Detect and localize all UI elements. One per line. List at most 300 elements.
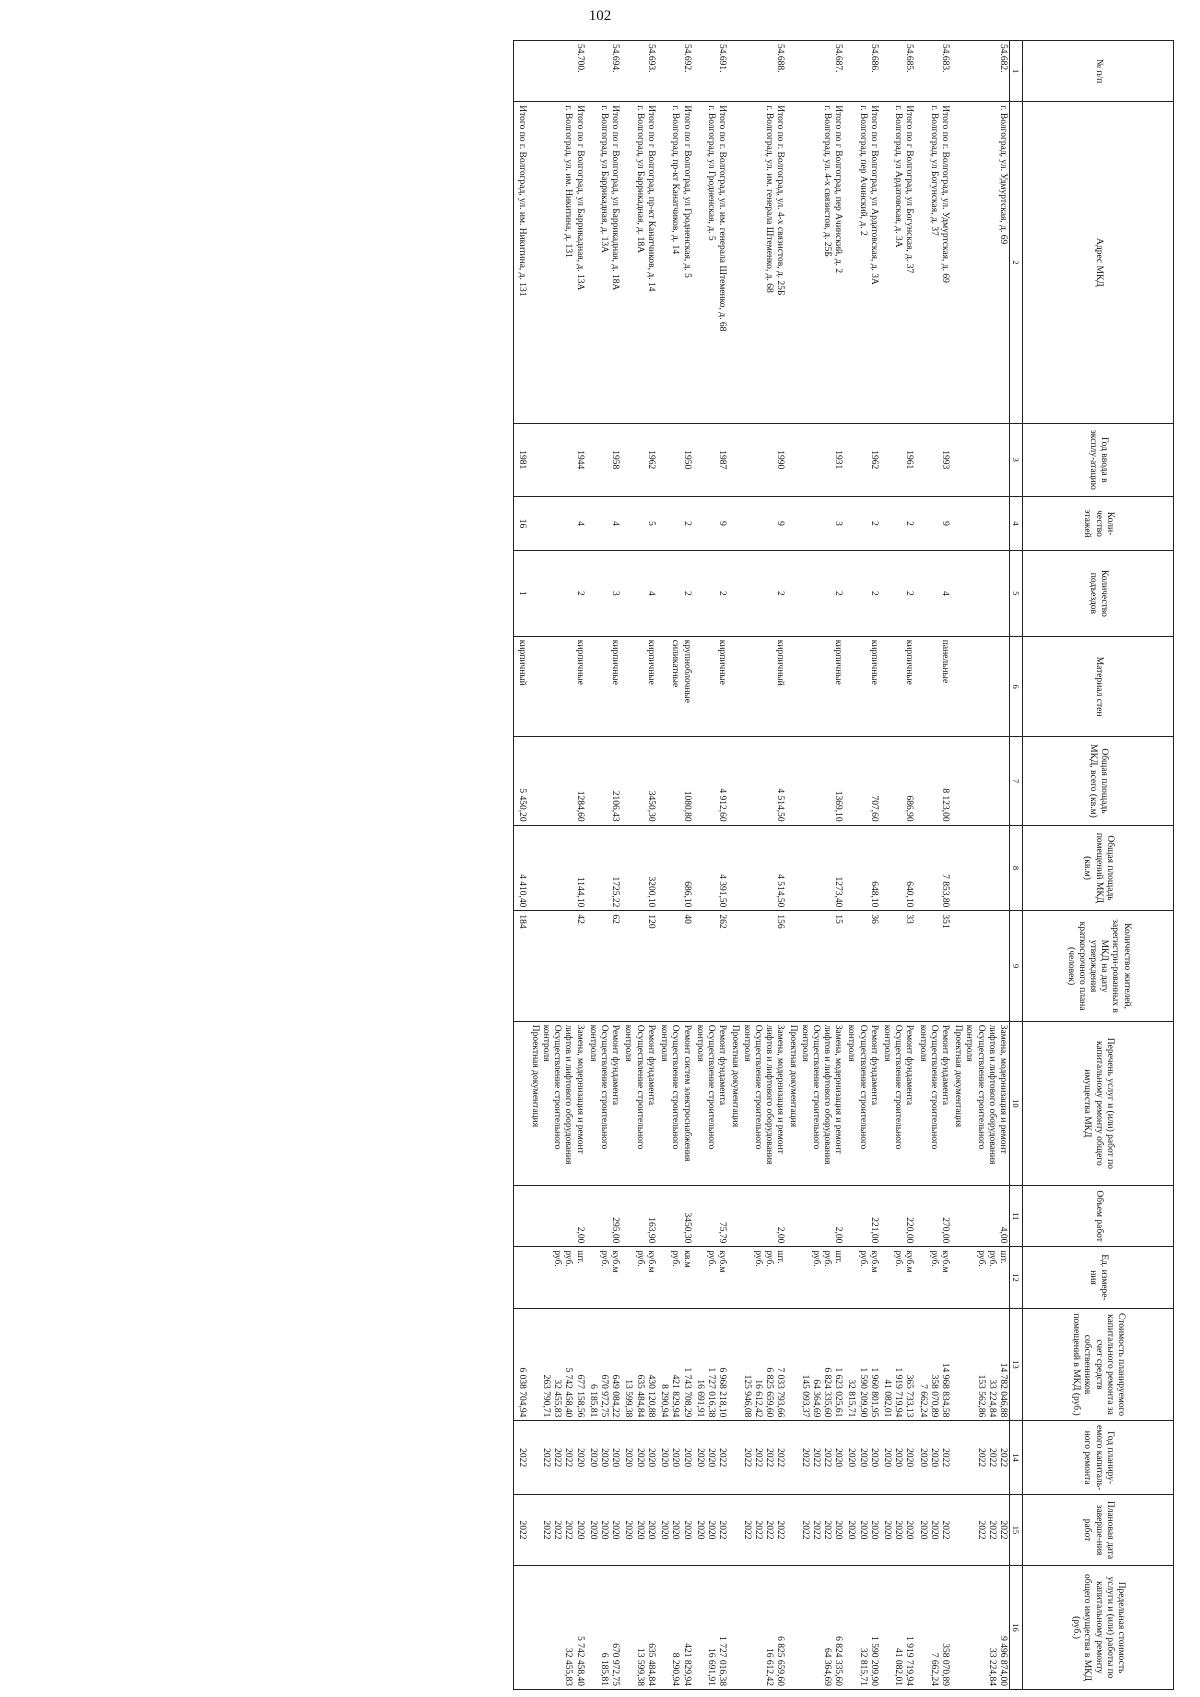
floors-cell [657, 497, 693, 551]
floors-line: 2 [868, 521, 879, 526]
wall-material-line: кирпичные [717, 639, 728, 685]
row-number-cell [880, 41, 916, 102]
planned-year-cell [621, 1421, 657, 1495]
premises-area-line: 686,10 [681, 881, 692, 908]
works-list-line: Проектная документация [730, 1024, 741, 1128]
owner-funded-cost-line: 8 290,94 [659, 1384, 670, 1418]
owner-funded-cost-line: 635 484,84 [634, 1374, 645, 1418]
row-number-cell [915, 41, 951, 102]
table-body [514, 41, 1010, 1690]
owner-funded-cost-line: 16 691,91 [694, 1379, 705, 1418]
unit-line: куб.м [904, 1250, 915, 1273]
completion-date-line: 2020 [857, 1520, 868, 1540]
column-number: 8 [1010, 825, 1023, 911]
wall-material-cell [728, 636, 786, 737]
works-list-line: Замена, модернизация и ремонт лифтов и лифтового оборудования [563, 1024, 585, 1165]
table-row [844, 41, 880, 1690]
total-area-line: 2106,43 [610, 790, 621, 822]
wall-material-line: панельные [939, 639, 950, 684]
works-list-line: Осуществление строительного контроля [846, 1024, 868, 1150]
residents-cell [586, 911, 622, 1021]
owner-funded-cost-line: 16 612,42 [752, 1379, 763, 1418]
works-list-cell [880, 1021, 916, 1185]
max-cost-line: 7 662,24 [928, 1652, 939, 1686]
wall-material-line: кирпичные [645, 639, 656, 685]
completion-date-line: 2020 [659, 1520, 670, 1540]
header-cell: Количество подъездов [1023, 550, 1174, 636]
planned-year-line: 2020 [681, 1448, 692, 1468]
planned-year-cell [586, 1421, 622, 1495]
owner-funded-cost-cell [586, 1308, 622, 1421]
completion-date-cell [786, 1494, 844, 1565]
completion-date-cell [657, 1494, 693, 1565]
year-built-line: 1981 [516, 450, 527, 470]
total-area-line: 4 514,50 [775, 788, 786, 822]
header-cell: Общая площадь МКД, всего (кв.м) [1023, 737, 1174, 825]
max-cost-line: 32 455,83 [563, 1648, 574, 1686]
row-number-line: 54.692. [681, 44, 692, 73]
wall-material-line: кирпичные [833, 639, 844, 685]
max-cost-line: 16 612,42 [763, 1648, 774, 1686]
row-number-line: 54.686. [868, 44, 879, 73]
completion-date-line: 2022 [799, 1520, 810, 1540]
wall-material-cell [693, 636, 729, 737]
table-row [657, 41, 693, 1690]
wall-material-cell [786, 636, 844, 737]
table-row [621, 41, 657, 1690]
owner-funded-cost-line: 33 224,84 [986, 1379, 997, 1418]
floors-line: 9 [939, 521, 950, 526]
wall-material-cell [915, 636, 951, 737]
address-cell [880, 102, 916, 423]
completion-date-line: 2022 [763, 1520, 774, 1540]
year-built-cell [514, 423, 528, 497]
year-built-line: 1961 [904, 450, 915, 470]
column-number: 7 [1010, 737, 1023, 825]
planned-year-line: 2020 [881, 1448, 892, 1468]
max-cost-line: 8 290,94 [670, 1652, 681, 1686]
address-cell [844, 102, 880, 423]
max-cost-line: 670 972,75 [610, 1643, 621, 1686]
row-number-line: 54.691. [717, 44, 728, 73]
unit-line: шт. [775, 1250, 786, 1264]
unit-line: куб.м [939, 1250, 950, 1273]
total-area-cell [621, 737, 657, 825]
works-list-line: Осуществление строительного контроля [623, 1024, 645, 1150]
entrances-cell [528, 550, 586, 636]
owner-funded-cost-line: 32 455,83 [552, 1379, 563, 1418]
year-built-cell [621, 423, 657, 497]
floors-cell [951, 497, 1010, 551]
planned-year-line: 2022 [541, 1448, 552, 1468]
floors-cell [844, 497, 880, 551]
entrances-line: 2 [717, 591, 728, 596]
address-line: г. Волгоград, ул Баррикадная, д. 18А [634, 105, 645, 254]
address-cell [528, 102, 586, 423]
address-cell [786, 102, 844, 423]
table-row [528, 41, 586, 1690]
table-row [586, 41, 622, 1690]
residents-line: 120 [645, 914, 656, 929]
entrances-line: 2 [868, 591, 879, 596]
column-number: 14 [1010, 1421, 1023, 1495]
works-list-line: Ремонт фундамента [717, 1024, 728, 1106]
entrances-cell [693, 550, 729, 636]
max-cost-cell [528, 1566, 586, 1690]
entrances-line: 2 [574, 591, 585, 596]
unit-line: руб. [563, 1250, 574, 1267]
unit-cell [880, 1247, 916, 1308]
premises-area-cell [728, 825, 786, 911]
total-area-cell [657, 737, 693, 825]
unit-line: руб. [928, 1250, 939, 1267]
work-volume-line: 2,00 [833, 1226, 844, 1244]
premises-area-cell [844, 825, 880, 911]
owner-funded-cost-line: 7 033 793,66 [775, 1367, 786, 1418]
owner-funded-cost-line: 358 070,89 [928, 1374, 939, 1418]
owner-funded-cost-line: 145 093,37 [799, 1374, 810, 1418]
total-area-line: 5 450,20 [516, 788, 527, 822]
header-cell: Количество жителей, зарегистри-рованных в МКД на дату утверждения краткосрочного плана (человек) [1023, 911, 1174, 1021]
max-cost-cell [693, 1566, 729, 1690]
completion-date-line: 2022 [752, 1520, 763, 1540]
unit-line: руб. [821, 1250, 832, 1267]
planned-year-line: 2022 [975, 1448, 986, 1468]
floors-line: 4 [574, 521, 585, 526]
total-area-line: 1284,60 [574, 790, 585, 822]
planned-year-line: 2022 [799, 1448, 810, 1468]
premises-area-line: 1144,10 [574, 876, 585, 908]
max-cost-line: 9 496 874,00 [998, 1636, 1008, 1686]
planned-year-line: 2020 [599, 1448, 610, 1468]
work-volume-cell [514, 1186, 528, 1247]
unit-cell [915, 1247, 951, 1308]
max-cost-line: 635 484,84 [645, 1643, 656, 1686]
row-number-line: 54.687. [833, 44, 844, 73]
work-volume-cell [657, 1186, 693, 1247]
header-cell: Ед. измере-ния [1023, 1247, 1174, 1308]
address-cell [915, 102, 951, 423]
owner-funded-cost-line: 677 158,56 [574, 1374, 585, 1418]
unit-line: руб. [634, 1250, 645, 1267]
entrances-line: 2 [681, 591, 692, 596]
row-number-line: 54.700. [574, 44, 585, 73]
floors-line: 2 [904, 521, 915, 526]
entrances-cell [514, 550, 528, 636]
residents-line: 351 [939, 914, 950, 929]
total-area-line: 707,60 [868, 795, 879, 822]
works-list-cell [528, 1021, 586, 1185]
address-cell [657, 102, 693, 423]
owner-funded-cost-line: 153 562,86 [975, 1374, 986, 1418]
planned-year-line: 2020 [645, 1448, 656, 1468]
premises-area-cell [786, 825, 844, 911]
owner-funded-cost-line: 670 972,75 [599, 1374, 610, 1418]
wall-material-line: кирпичный [775, 639, 786, 686]
work-volume-cell [586, 1186, 622, 1247]
completion-date-line: 2022 [775, 1520, 786, 1540]
owner-funded-cost-line: 421 829,94 [670, 1374, 681, 1418]
owner-funded-cost-line: 1 960 801,95 [868, 1367, 879, 1418]
completion-date-line: 2020 [893, 1520, 904, 1540]
wall-material-cell [844, 636, 880, 737]
header-cell: Адрес МКД [1023, 102, 1174, 423]
residents-cell [693, 911, 729, 1021]
owner-funded-cost-line: 32 815,71 [846, 1379, 857, 1418]
floors-line: 9 [775, 521, 786, 526]
completion-date-line: 2022 [717, 1520, 728, 1540]
residents-line: 36 [868, 914, 879, 924]
total-area-cell [514, 737, 528, 825]
row-number-line: 54.683. [939, 44, 950, 73]
header-cell: Перечень услуг и (или) работ по капитальному ремонту общего имущества МКД [1023, 1021, 1174, 1185]
floors-cell [528, 497, 586, 551]
wall-material-line: крупноблочные силикатные [670, 639, 692, 704]
works-list-cell [657, 1021, 693, 1185]
residents-cell [844, 911, 880, 1021]
repair-plan-table [513, 40, 1174, 1690]
work-volume-line: 2,00 [775, 1226, 786, 1244]
residents-cell [514, 911, 528, 1021]
work-volume-line: 163,90 [645, 1217, 656, 1244]
max-cost-line: 33 224,84 [986, 1648, 997, 1686]
wall-material-cell [657, 636, 693, 737]
work-volume-cell [693, 1186, 729, 1247]
total-area-cell [528, 737, 586, 825]
total-area-cell [844, 737, 880, 825]
planned-year-line: 2022 [810, 1448, 821, 1468]
max-cost-line: 32 815,71 [857, 1648, 868, 1686]
wall-material-cell [514, 636, 528, 737]
max-cost-line: 1 727 016,38 [717, 1636, 728, 1686]
row-number-line: 54.693. [645, 44, 656, 73]
year-built-line: 1944 [574, 450, 585, 470]
year-built-cell [786, 423, 844, 497]
works-list-line: Замена, модернизация и ремонт лифтов и лифтового оборудования [986, 1024, 1008, 1165]
planned-year-line: 2020 [904, 1448, 915, 1468]
unit-line: шт. [833, 1250, 844, 1264]
entrances-cell [586, 550, 622, 636]
completion-date-line: 2020 [846, 1520, 857, 1540]
column-number: 4 [1010, 497, 1023, 551]
max-cost-cell [514, 1566, 528, 1690]
premises-area-line: 648,10 [868, 881, 879, 908]
works-list-line: Ремонт систем электроснабжения [681, 1024, 692, 1162]
header-cell: Плановая дата заверше-ния работ [1023, 1494, 1174, 1565]
header-cell: № п/п [1023, 41, 1174, 102]
planned-year-cell [514, 1421, 528, 1495]
premises-area-cell [951, 825, 1010, 911]
max-cost-line: 1 590 209,90 [868, 1636, 879, 1686]
works-list-cell [621, 1021, 657, 1185]
works-list-line: Осуществление строительного контроля [659, 1024, 681, 1150]
wall-material-cell [880, 636, 916, 737]
completion-date-line: 2022 [975, 1520, 986, 1540]
completion-date-line: 2022 [998, 1520, 1008, 1540]
works-list-line: Проектная документация [953, 1024, 964, 1128]
works-list-line: Осуществление строительного контроля [881, 1024, 904, 1150]
planned-year-line: 2020 [670, 1448, 681, 1468]
owner-funded-cost-line: 5 742 458,40 [563, 1367, 574, 1418]
unit-line: руб. [752, 1250, 763, 1267]
owner-funded-cost-line: 649 084,22 [610, 1374, 621, 1418]
premises-area-line: 7 853,80 [939, 874, 950, 908]
wall-material-line: кирпичные [904, 639, 915, 685]
work-volume-cell [880, 1186, 916, 1247]
table-row [728, 41, 786, 1690]
address-line: г. Волгоград, ул Ардатовская, д. 3А [893, 105, 904, 248]
column-number: 10 [1010, 1021, 1023, 1185]
address-line: Итого по г Волгоград, ул Баррикадная, д. 13А [574, 105, 585, 291]
unit-cell [844, 1247, 880, 1308]
planned-year-line: 2020 [587, 1448, 598, 1468]
max-cost-cell [657, 1566, 693, 1690]
address-line: Итого по г Волгоград, пр-кт Канатчиков, д. 14 [645, 105, 656, 292]
address-cell [621, 102, 657, 423]
planned-year-cell [528, 1421, 586, 1495]
completion-date-cell [528, 1494, 586, 1565]
address-line: г. Волгоград, ул. им. генерала Штеменко, д. 68 [763, 105, 774, 293]
year-built-cell [728, 423, 786, 497]
completion-date-line: 2022 [741, 1520, 752, 1540]
planned-year-line: 2022 [998, 1448, 1008, 1468]
total-area-cell [693, 737, 729, 825]
completion-date-line: 2020 [705, 1520, 716, 1540]
floors-line: 2 [681, 521, 692, 526]
year-built-line: 1950 [681, 450, 692, 470]
completion-date-line: 2022 [552, 1520, 563, 1540]
max-cost-line: 1 919 719,94 [904, 1636, 915, 1686]
work-volume-line: 75,79 [717, 1221, 728, 1244]
planned-year-line: 2020 [917, 1448, 928, 1468]
residents-line: 40 [681, 914, 692, 924]
work-volume-line: 4,00 [998, 1226, 1008, 1244]
works-list-cell [786, 1021, 844, 1185]
works-list-cell [915, 1021, 951, 1185]
residents-line: 184 [516, 914, 527, 929]
floors-cell [728, 497, 786, 551]
header-cell: Общая площадь помещений МКД (кв.м) [1023, 825, 1174, 911]
owner-funded-cost-line: 430 120,88 [645, 1374, 656, 1418]
year-built-cell [880, 423, 916, 497]
total-area-line: 1369,10 [833, 790, 844, 822]
work-volume-line: 295,00 [610, 1217, 621, 1244]
completion-date-line: 2020 [881, 1520, 892, 1540]
work-volume-cell [786, 1186, 844, 1247]
owner-funded-cost-line: 1 919 719,94 [893, 1367, 904, 1418]
entrances-line: 2 [904, 591, 915, 596]
unit-line: руб. [975, 1250, 986, 1267]
wall-material-line: кирпичные [868, 639, 879, 685]
column-number: 11 [1010, 1186, 1023, 1247]
year-built-line: 1993 [939, 450, 950, 470]
premises-area-line: 640,10 [904, 881, 915, 908]
entrances-line: 2 [775, 591, 786, 596]
row-number-cell [586, 41, 622, 102]
unit-cell [514, 1247, 528, 1308]
planned-year-cell [693, 1421, 729, 1495]
owner-funded-cost-line: 365 733,13 [904, 1374, 915, 1418]
year-built-cell [657, 423, 693, 497]
completion-date-line: 2022 [939, 1520, 950, 1540]
address-line: г. Волгоград, ул. 4-х связистов, д. 25Б [821, 105, 832, 257]
entrances-cell [880, 550, 916, 636]
column-number-row [1010, 41, 1023, 1690]
unit-line: шт. [574, 1250, 585, 1264]
completion-date-line: 2020 [645, 1520, 656, 1540]
works-list-line: Ремонт фундамента [610, 1024, 621, 1106]
work-volume-cell [528, 1186, 586, 1247]
unit-line: руб. [670, 1250, 681, 1267]
column-number: 16 [1010, 1566, 1023, 1690]
works-list-line: Ремонт фундамента [645, 1024, 656, 1106]
max-cost-line: 64 364,69 [821, 1648, 832, 1686]
planned-year-line: 2022 [986, 1448, 997, 1468]
planned-year-line: 2022 [552, 1448, 563, 1468]
completion-date-cell [915, 1494, 951, 1565]
max-cost-cell [728, 1566, 786, 1690]
header-row [1023, 41, 1174, 1690]
premises-area-line: 1273,40 [833, 876, 844, 908]
entrances-line: 1 [516, 591, 527, 596]
owner-funded-cost-line: 1 590 209,90 [857, 1367, 868, 1418]
works-list-line: Осуществление строительного контроля [799, 1024, 821, 1150]
owner-funded-cost-line: 1 623 025,61 [833, 1367, 844, 1418]
total-area-line: 1080,80 [681, 790, 692, 822]
completion-date-line: 2020 [670, 1520, 681, 1540]
completion-date-line: 2020 [610, 1520, 621, 1540]
address-line: Итого по г. Волгоград, ул. Удмуртская, д. 69 [939, 105, 950, 283]
works-list-line: Осуществление строительного контроля [917, 1024, 939, 1150]
row-number-cell [693, 41, 729, 102]
year-built-cell [844, 423, 880, 497]
max-cost-line: 41 082,01 [893, 1648, 904, 1686]
residents-line: 156 [775, 914, 786, 929]
unit-cell [786, 1247, 844, 1308]
premises-area-cell [880, 825, 916, 911]
address-cell [728, 102, 786, 423]
unit-cell [621, 1247, 657, 1308]
completion-date-cell [728, 1494, 786, 1565]
work-volume-cell [728, 1186, 786, 1247]
owner-funded-cost-cell [693, 1308, 729, 1421]
address-line: Итого по г Волгоград, ул Баррикадная, д. 18А [610, 105, 621, 291]
completion-date-line: 2020 [833, 1520, 844, 1540]
completion-date-cell [586, 1494, 622, 1565]
max-cost-cell [951, 1566, 1010, 1690]
unit-cell [586, 1247, 622, 1308]
column-number: 3 [1010, 423, 1023, 497]
planned-year-line: 2022 [763, 1448, 774, 1468]
work-volume-line: 3450,30 [681, 1212, 692, 1244]
unit-cell [657, 1247, 693, 1308]
completion-date-line: 2020 [599, 1520, 610, 1540]
address-line: г. Волгоград, пр-кт Канатчиков, д. 14 [670, 105, 681, 255]
owner-funded-cost-cell [528, 1308, 586, 1421]
table-row [951, 41, 1010, 1690]
year-built-cell [915, 423, 951, 497]
owner-funded-cost-line: 14 782 046,88 [998, 1362, 1008, 1418]
max-cost-line: 6 825 659,60 [775, 1636, 786, 1686]
residents-line: 33 [904, 914, 915, 924]
address-line: г. Волгоград, ул Богунская, д. 37 [928, 105, 939, 236]
row-number-cell [657, 41, 693, 102]
year-built-line: 1962 [868, 450, 879, 470]
planned-year-line: 2020 [574, 1448, 585, 1468]
unit-line: куб.м [868, 1250, 879, 1273]
planned-year-line: 2022 [939, 1448, 950, 1468]
address-line: Итого по г. Волгоград, ул. им. генерала Штеменко, д. 68 [717, 105, 728, 332]
